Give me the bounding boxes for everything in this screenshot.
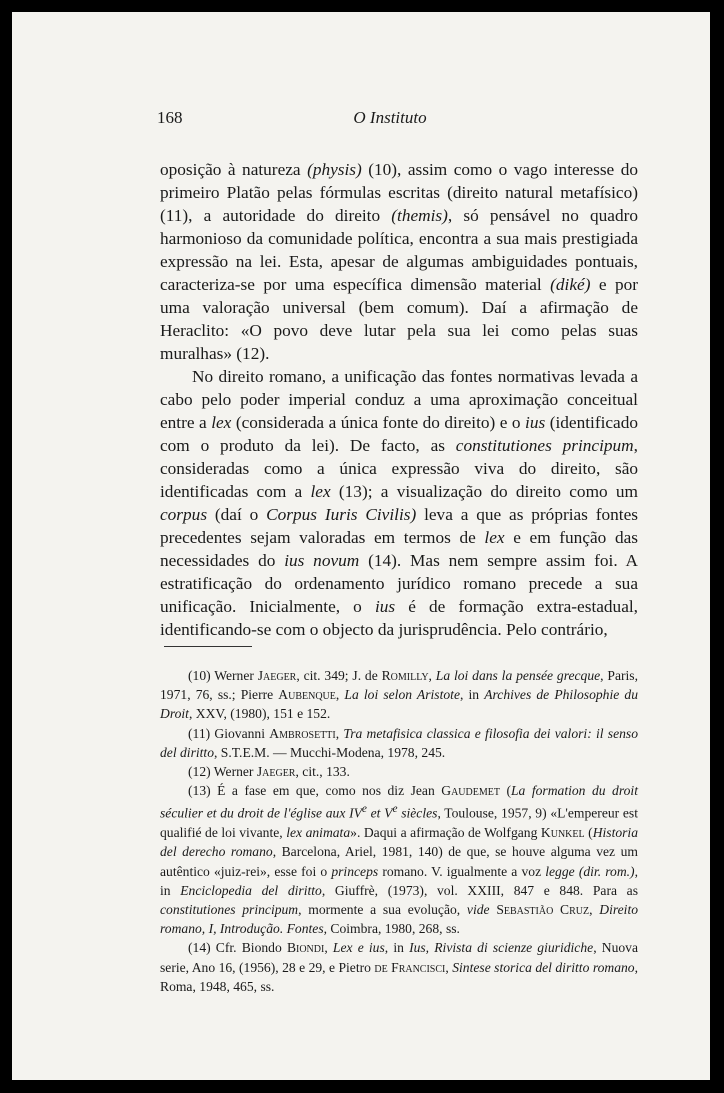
text-run: , in	[160, 863, 638, 898]
work-title: et V	[366, 805, 393, 821]
italic-term: ius	[525, 413, 546, 432]
text-run: (12) Werner	[188, 764, 257, 780]
text-run: , Giuffrè, (1973), vol. XXIII, 847 e 848. Para as	[321, 882, 638, 898]
text-run: , Paris, 1971, 76, ss.; Pierre	[160, 668, 638, 703]
page-number: 168	[157, 108, 183, 127]
italic-term: Corpus Iuris Civilis)	[266, 505, 417, 524]
text-run: ,	[335, 687, 345, 703]
text-run: ,	[324, 940, 333, 956]
text-run: (daí o	[207, 505, 267, 524]
text-run: é de formação extra-estadual, identificando-se com o objecto da jurisprudência. Pelo contrário,	[160, 597, 638, 639]
text-run: , XXV, (1980), 151 e 152.	[188, 706, 331, 722]
author-name: Romilly	[381, 668, 429, 683]
work-title: Sintese storica del diritto romano	[452, 959, 635, 975]
footnote-separator	[164, 646, 252, 647]
text-run: (14). Mas nem sempre assim foi. A estratificação do ordenamento jurídico romano precede a sua unificação. Inicialmente, o	[160, 551, 638, 616]
text-run: (	[499, 783, 511, 799]
footnote-10	[160, 666, 638, 724]
work-title: La formation du droit séculier et du droit de l'église aux IV	[160, 783, 638, 821]
italic-term: (themis)	[391, 206, 448, 225]
text-run: ,	[335, 725, 344, 741]
italic-term: legge (dir. rom.)	[545, 863, 635, 879]
italic-term: constitutiones principum	[160, 901, 299, 917]
text-run: ». Daqui a afirmação de Wolfgang	[350, 825, 541, 841]
main-text	[160, 158, 638, 641]
author-name: Kunkel	[540, 825, 585, 841]
author-name: Gaudemet	[441, 783, 500, 799]
work-title: Ius, Rivista di scienze giuridiche	[409, 940, 594, 956]
author-name: Sebastião Cruz	[496, 901, 590, 917]
text-run: , cit., 133.	[295, 764, 350, 780]
text-run: , cit. 349; J. de	[296, 668, 382, 683]
text-run: (14) Cfr. Biondo	[188, 940, 287, 956]
text-run: , S.T.E.M. — Mucchi-Modena, 1978, 245.	[214, 744, 446, 760]
italic-term: lex animata	[286, 825, 351, 841]
text-run: romano. V. igualmente a voz	[378, 863, 546, 879]
text-run: , Coimbra, 1980, 268, ss.	[323, 921, 460, 937]
author-name: Ambrosetti	[269, 725, 336, 741]
italic-term: vide	[466, 901, 490, 917]
italic-term: corpus	[160, 505, 208, 524]
text-run: (identificado com o produto da lei). De facto, as	[160, 413, 638, 455]
work-title: La loi selon Aristote	[344, 687, 460, 703]
text-run: leva a que as próprias fontes precedentes sejam valoradas em termos de	[160, 505, 638, 547]
italic-term: lex	[484, 528, 505, 547]
text-run: (	[584, 825, 593, 841]
work-title: Archives de Philosophie du Droit	[160, 687, 638, 722]
text-run: , Nuova serie, Ano 16, (1956), 28 e 29, e Pietro	[160, 940, 638, 975]
superscript: e	[392, 803, 398, 816]
text-run: , Roma, 1948, 465, ss.	[160, 959, 639, 994]
work-title: La loi dans la pensée grecque	[435, 668, 601, 683]
text-run: , in	[384, 940, 410, 956]
text-run: (11) Giovanni	[188, 725, 270, 741]
text-run: , só pensável no quadro harmonioso da comunidade política, encontra a sua mais prestigiada expressão na lei. Esta, apesar de algumas ambiguidades pontuais, caracteriza-se por uma específica dimensão material	[160, 206, 638, 294]
text-run: (13) É a fase em que, como nos diz Jean	[188, 783, 442, 799]
author-name: Biondi	[286, 940, 325, 956]
text-run: (considerada a única fonte do direito) e o	[231, 413, 526, 432]
text-run: e por uma valoração universal (bem comum). Daí a afirmação de Heraclito: «O povo deve lutar pela sua lei como pelas suas muralhas» (12).	[160, 275, 638, 363]
footnotes	[160, 666, 638, 996]
text-run: No direito romano, a unificação das fontes normativas levada a cabo pelo poder imperial conduz a uma aproximação conceitual entre a	[160, 367, 638, 432]
footnote-14	[160, 938, 638, 996]
text-run: (10) Werner	[188, 668, 258, 683]
author-name: Aubenque	[278, 687, 336, 703]
text-run: ,	[589, 901, 600, 917]
text-run: , Toulouse, 1957, 9) «L'empereur est qualifié de loi vivante,	[160, 805, 638, 841]
superscript: e	[361, 803, 367, 816]
text-run: , in	[459, 687, 485, 703]
footnote-13	[160, 781, 638, 938]
author-name: Jaeger	[257, 668, 297, 683]
text-run: ,	[445, 959, 453, 975]
text-run: (10), assim como o vago interesse do primeiro Platão pelas fórmulas escritas (direito natural metafísico) (11), a autoridade do direito	[160, 160, 638, 225]
work-title: Tra metafisica classica e filosofia dei valori: il senso del diritto	[160, 725, 638, 760]
italic-term: constitutiones principum	[455, 436, 634, 455]
work-title: siècles	[397, 805, 438, 821]
footnote-12	[160, 762, 638, 781]
text-run: ,	[428, 668, 436, 683]
text-run: (13); a visualização do direito como um	[330, 482, 638, 501]
paragraph-2	[160, 365, 638, 641]
italic-term: lex	[310, 482, 331, 501]
text-run: , consideradas como a única expressão viva do direito, são identificadas com a	[160, 436, 638, 501]
text-run: , mormente a sua evolução,	[298, 901, 467, 917]
work-title: Historia del derecho romano	[160, 825, 639, 860]
running-title: O Instituto	[353, 108, 427, 127]
author-name: Jaeger	[256, 764, 296, 780]
paragraph-1	[160, 158, 638, 365]
italic-term: ius	[374, 597, 396, 616]
italic-term: princeps	[331, 863, 379, 879]
text-run: e em função das necessidades do	[160, 528, 638, 570]
text-run: oposição à natureza	[160, 160, 308, 179]
work-title: Direito romano, I, Introdução. Fontes	[160, 901, 639, 937]
author-name: de Francisci	[374, 959, 446, 975]
running-header	[157, 108, 623, 130]
italic-term: ius novum	[284, 551, 360, 570]
work-title: Enciclopedia del diritto	[180, 882, 322, 898]
work-title: Lex e ius	[332, 940, 385, 956]
italic-term: lex	[211, 413, 232, 432]
book-page	[12, 12, 710, 1080]
text-run: , Barcelona, Ariel, 1981, 140) de que, se houve alguma vez um autêntico «juiz-rei», esse foi o	[160, 844, 638, 879]
footnote-11	[160, 724, 638, 762]
italic-term: (physis)	[307, 160, 362, 179]
italic-term: (diké)	[550, 275, 591, 294]
